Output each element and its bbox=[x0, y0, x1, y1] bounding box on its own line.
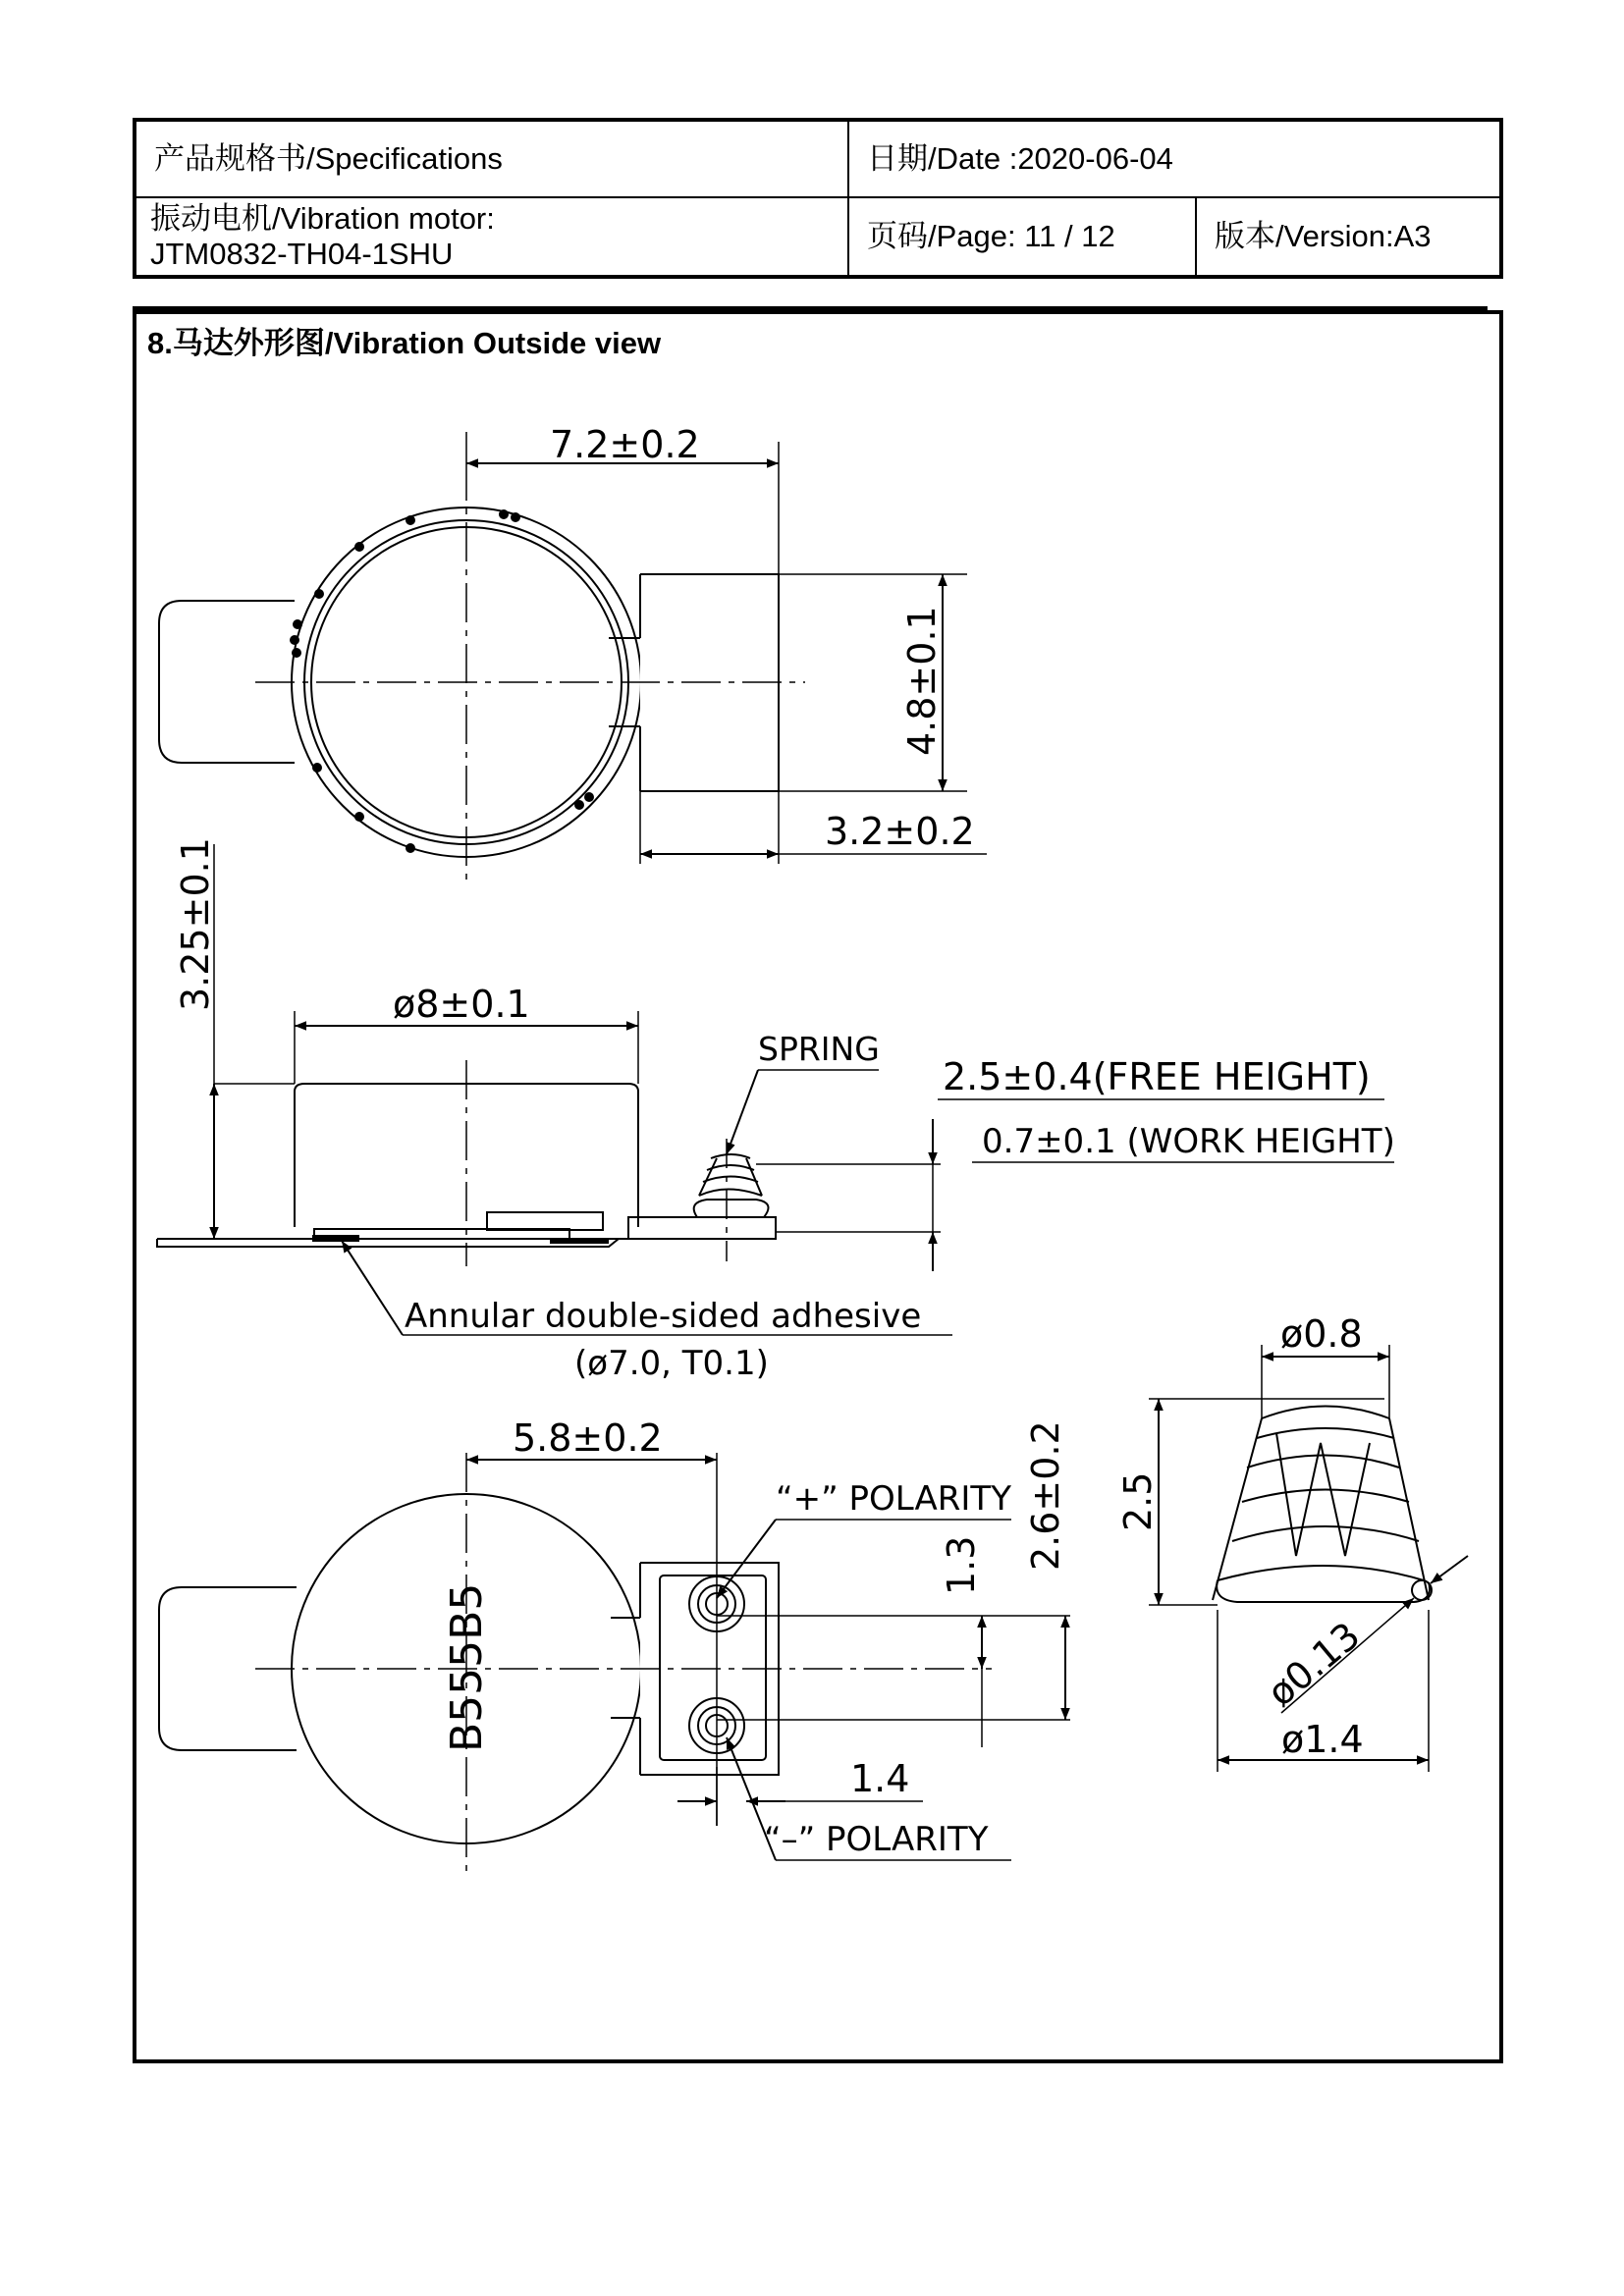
dim-spring-top: ø0.8 bbox=[1280, 1312, 1363, 1356]
dim-bottom-width: 5.8±0.2 bbox=[513, 1416, 663, 1460]
spring-detail bbox=[1149, 1345, 1468, 1772]
spring-side bbox=[694, 1200, 769, 1217]
label-marking: B555B5 bbox=[442, 1582, 492, 1752]
dim-wire-dia: ø0.13 bbox=[1259, 1613, 1369, 1715]
dim-pad-height-small: 1.3 bbox=[940, 1535, 983, 1595]
dim-diameter: ø8±0.1 bbox=[393, 983, 530, 1026]
section-title: 8.马达外形图/Vibration Outside view bbox=[147, 326, 662, 360]
dim-pad-height-total: 2.6±0.2 bbox=[1024, 1420, 1067, 1571]
dim-spring-height: 2.5 bbox=[1116, 1471, 1160, 1531]
dim-free-height: 2.5±0.4(FREE HEIGHT) bbox=[943, 1055, 1371, 1098]
label-minus-polarity: “–” POLARITY bbox=[764, 1820, 989, 1859]
label-adhesive: Annular double-sided adhesive bbox=[405, 1297, 922, 1336]
dim-total-height: 3.25±0.1 bbox=[174, 837, 217, 1011]
product-line-1: 振动电机/Vibration motor: bbox=[150, 201, 495, 236]
dim-pad-spacing: 1.4 bbox=[850, 1757, 910, 1800]
dim-spring-base: ø1.4 bbox=[1281, 1718, 1364, 1761]
product-line-2: JTM0832-TH04-1SHU bbox=[150, 237, 454, 271]
version-value: 版本/Version:A3 bbox=[1215, 219, 1432, 253]
dim-top-width: 7.2±0.2 bbox=[550, 423, 700, 466]
label-plus-polarity: “+” POLARITY bbox=[776, 1479, 1011, 1519]
label-spring: SPRING bbox=[758, 1030, 880, 1068]
dim-work-height: 0.7±0.1 (WORK HEIGHT) bbox=[982, 1122, 1395, 1161]
spec-title: 产品规格书/Specifications bbox=[154, 141, 503, 176]
date-value: 日期/Date :2020-06-04 bbox=[867, 141, 1173, 176]
label-adhesive-spec: (ø7.0, T0.1) bbox=[574, 1344, 769, 1383]
page-number: 页码/Page: 11 / 12 bbox=[867, 219, 1115, 253]
dim-top-height: 4.8±0.1 bbox=[900, 606, 944, 756]
dim-tab-width: 3.2±0.2 bbox=[825, 810, 975, 853]
